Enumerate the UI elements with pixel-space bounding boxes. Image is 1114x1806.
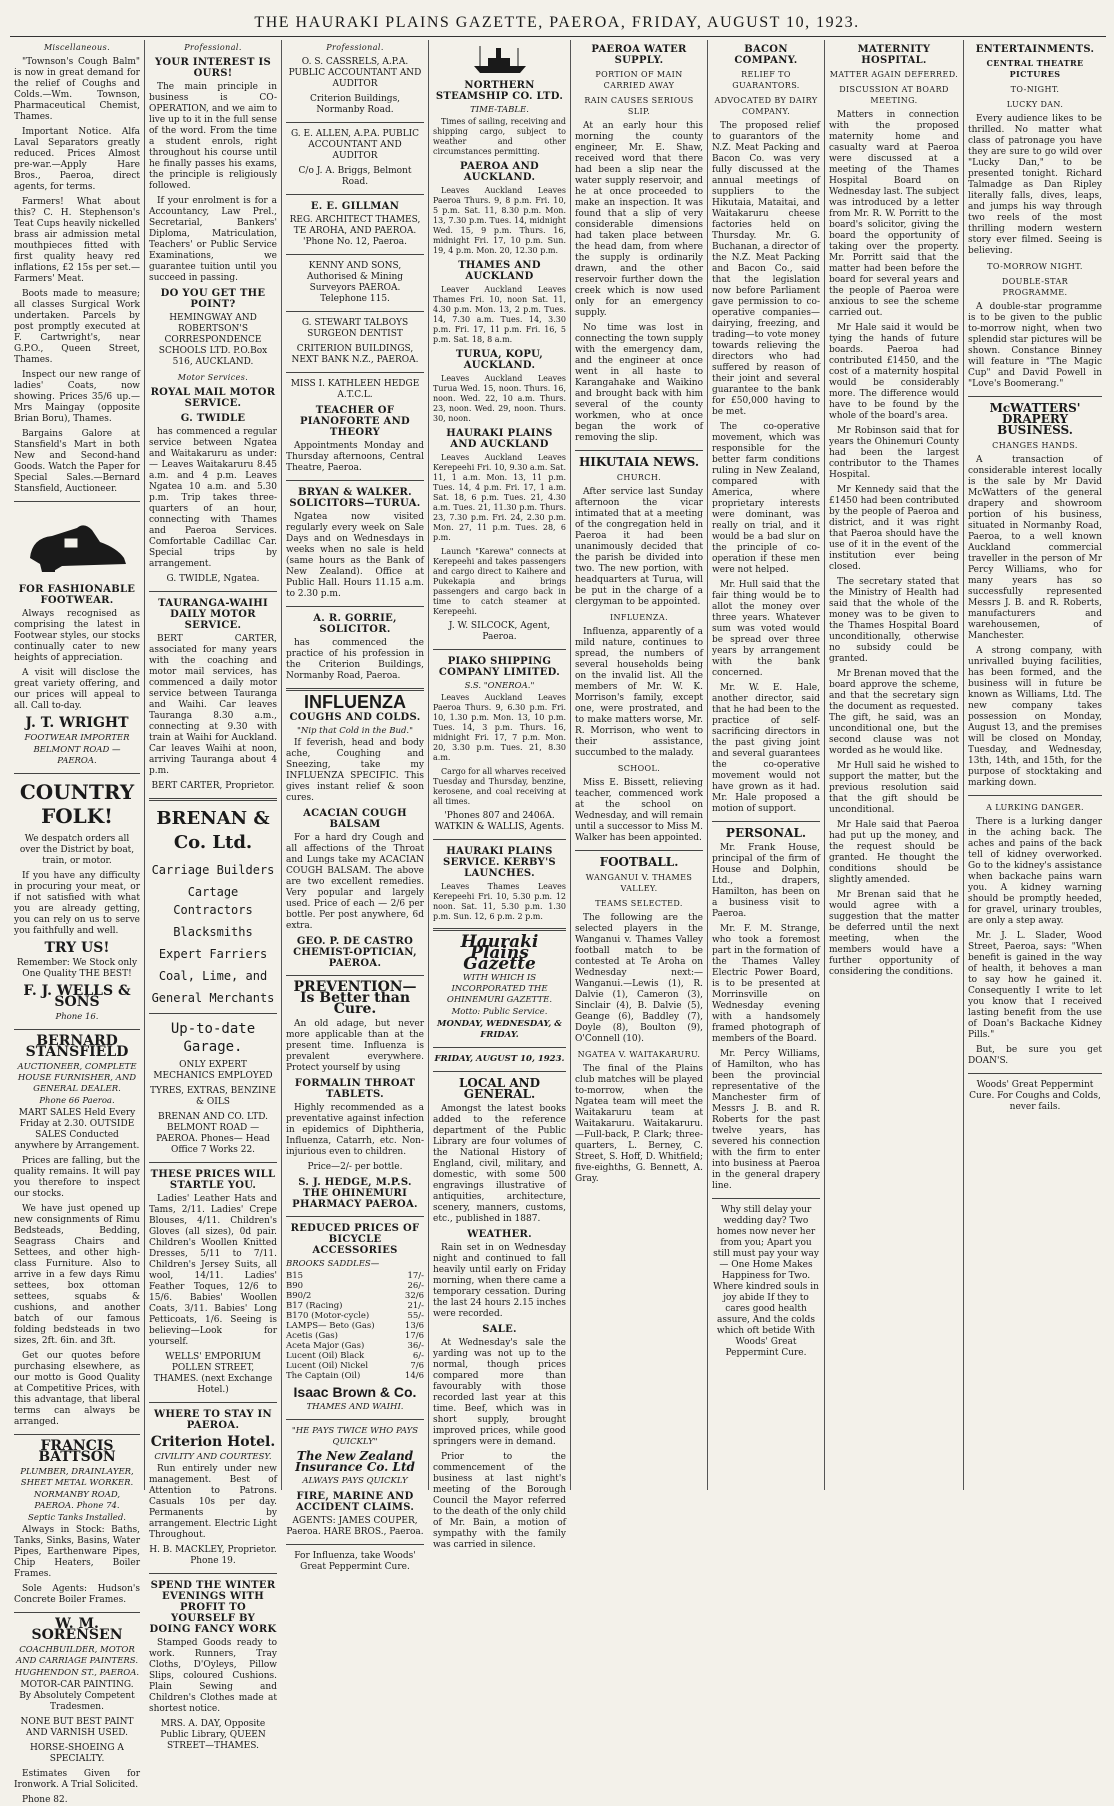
ad-footer: Woods' Great Peppermint Cure. For Coughs and Colds, never fails. [969,1080,1101,1112]
business-sub: THAMES AND WAIHI. [306,1402,404,1412]
article-body: Amongst the latest books added to the reference department of the Public Library are four volumes of the National History of England, civil, military, and domestic, with some 500 engravings illustrative of antiquities, architecture, scenery, manners, customs, etc., published in 1887. [433,1104,566,1224]
article-subheading: ADVOCATED BY DAIRY COMPANY. [714,96,818,116]
price-row [286,1361,424,1371]
section-heading: Professional. [184,43,242,52]
price-item: B90 [286,1281,304,1291]
ad-signature: H. B. MACKLEY, Proprietor. Phone 19. [149,1545,277,1566]
column-shipping-local [429,40,571,1550]
ad-body: Get our quotes before purchasing elsewhere, as our motto is Good Quality at Competitive Prices, with this advantage, that liberal terms can always be arranged. [14,1351,140,1427]
ad-body: Sole Agents: Hudson's Concrete Boiler Frames. [14,1584,140,1605]
ad-body: BRENAN AND CO. LTD. BELMONT ROAD — PAEROA. Phones— Head Office 7 Works 22. [156,1112,270,1155]
ad-body: If feverish, head and body ache, Coughing and Sneezing, take my INFLUENZA SPECIFIC. This gives instant relief & soon cures. [286,738,424,803]
price-value: 21/- [407,1301,424,1311]
article-subheading: SALE. [482,1324,517,1335]
route-heading: PAEROA AND AUCKLAND. [459,161,539,183]
article-headline: ENTERTAINMENTS. [975,44,1095,55]
price-value: 32/6 [404,1291,424,1301]
article-body: But, be sure you get DOAN'S. [968,1045,1102,1066]
divider [286,1216,424,1217]
brenan-line: Carriage Builders [151,863,275,877]
divider [575,850,703,851]
business-name: S. J. HEDGE, M.P.S. THE OHINEMURI PHARMACY PAEROA. [292,1177,418,1210]
ad-body: An old adage, but never more applicable than at the present time. Influenza is prevalent everywhere. Protect yourself by using [286,1019,424,1073]
ad-body: Criterion Buildings, Normanby Road. [309,94,401,115]
price-row [286,1321,424,1331]
price-item: LAMPS— Beto (Gas) [286,1321,375,1331]
ad-body: AGENTS: JAMES COUPER, Paeroa. HARE BROS., Paeroa. [286,1516,424,1537]
divider [14,773,140,774]
divider [286,480,424,481]
business-name: Criterion Hotel. [150,1434,276,1450]
article-body: At Wednesday's sale the yarding was not up to the normal, though prices compared more than favourably with those recorded last year at this time. Beef, which was in short supply, brought improved prices, while good springers were in demand. [433,1338,566,1447]
ad-heading: SPEND THE WINTER EVENINGS WITH PROFIT TO YOURSELF BY DOING FANCY WORK [149,1580,277,1635]
article-subheading: TO-NIGHT. [1010,85,1060,94]
price-item: Aceta Major (Gas) [286,1341,365,1351]
price-item: B17 (Racing) [286,1301,343,1311]
article-body: Influenza, apparently of a mild nature, continues to spread, the numbers of several households being on the invalid list. All the members of Mr. W. K. Morrison's family, except one, were prostrated, and to make matters worse, Mr. R. Morrison, who went to their assistance, succumbed to the malady. [575,627,703,758]
divider [149,1013,277,1014]
price-row [286,1331,424,1341]
route-times: Leaves Auckland Leaves Paeroa Thurs. 9, 6.30 p.m. Fri. 10, 1.30 p.m. Mon. 13, 10 p.m. Tues. 14, 3 p.m. Thurs. 16, midnight Fri. 17, 7 p.m. Mon. 20, 3.30 p.m. Tues. 21, 8.30 a.m. [433,693,566,762]
brenan-line: Cartage Contractors [173,885,253,917]
ad-heading: FORMALIN THROAT TABLETS. [294,1078,416,1100]
ad-signature: BERT CARTER, Proprietor. [151,781,275,791]
brenan-line: Blacksmiths [173,925,253,939]
timetable-heading: TIME-TABLE. [470,105,529,115]
ad-tagline: "HE PAYS TWICE WHO PAYS QUICKLY" [291,1426,419,1447]
ad-body: HEMINGWAY AND ROBERTSON'S CORRESPONDENCE SCHOOLS LTD. P.O.Box 516, AUCKLAND. [158,313,268,367]
article-body: Mr Brenan moved that the board approve the scheme, and that the secretary sign the document as requested. The gift, he said, was an unconditional one, but the second clause was not worded as he would like. [829,669,959,756]
ad-signature: J. W. SILCOCK, Agent, Paeroa. [448,621,551,642]
price-value: 26/- [407,1281,424,1291]
business-name: FRANCIS BATTSON [38,1438,116,1465]
route-times: Leaver Auckland Leaves Thames Fri. 10, noon Sat. 11, 4.30 p.m. Mon. 13, 2 p.m. Tues. 14, 7.30 a.m. Tues. 14, 3.30 p.m. Fri. 17, 11 p.m. Fri. 16, 5 p.m. Sat. 18, 8 a.m. [433,285,566,344]
masthead: THE HAURAKI PLAINS GAZETTE, PAEROA, FRIDAY, AUGUST 10, 1923. [254,14,860,31]
ad-tagline: "Nip that Cold in the Bud." [296,726,414,736]
ad-body: REG. ARCHITECT THAMES, TE AROHA, AND PAEROA. 'Phone No. 12, Paeroa. [289,215,421,247]
divider [149,1162,277,1163]
gazette-motto: Motto: Public Service. [451,1007,548,1017]
section-heading: LOCAL AND GENERAL. [458,1076,541,1101]
route-heading: TURUA, KOPU, AUCKLAND. [455,349,544,371]
business-name: G. TWIDLE [180,413,246,424]
divider [14,1029,140,1030]
timetable-note: Launch "Karewa" connects at Kerepeehi and takes passengers and cargo direct to Kaihere and Pukekapia and brings passengers and cargo back in time to catch steamer at Kerepeehi. [433,547,566,616]
price-item: B15 [286,1271,304,1281]
route-times: Leaves Thames Leaves Kerepeehi Fri. 10, 5.30 p.m. 12 noon. Sat. 11, 5.30 p.m. 1.30 p.m. Sun. 12, 6 p.m. 2 p.m. [433,882,566,921]
divider [14,501,140,502]
divider [433,1047,566,1048]
business-sub: CIVILITY AND COURTESY. [154,1452,272,1462]
article-body: A strong company, with unrivalled buying facilities, has been formed, and the business will in future be known as Williams, Ltd. The new company takes possession on Monday, August 13, and the premises will be closed on Monday, Tuesday, and Wednesday, 13th, 14th, and 15th, for the purpose of stocktaking and marking down. [968,646,1102,788]
column-professional-1 [145,40,282,1751]
section-heading: Miscellaneous. [43,43,111,52]
article-subheading: CENTRAL THEATRE PICTURES [986,58,1084,79]
ad-body: Run entirely under new management. Best of Attention to Patrons. Casuals 10s per day. Permanents by arrangement. Electric Light Throughout. [149,1464,277,1540]
article-headline: BACON COMPANY. [734,44,798,66]
article-subheading: TEAMS SELECTED. [595,899,683,908]
business-sub: AUCTIONEER, COMPLETE HOUSE FURNISHER, AND GENERAL DEALER. [17,1062,137,1094]
ad-body: Price—2/- per bottle. [307,1162,403,1172]
ad-body: BERT CARTER, associated for many years with the coaching and motor mail services, has commenced a daily motor service between Tauranga and Waihi. Car leaves Tauranga 8.30 a.m., connecting at 9.30 with train at Waihi for Auckland. Car leaves Waihi at noon, arriving Tauranga about 4 p.m. [149,634,277,776]
classified-ad: Important Notice. Alfa Laval Separators greatly reduced. Prices Almost pre-war.—Apply Hare Bros., Paeroa, direct agents, for terms. [14,127,140,192]
business-name: E. E. GILLMAN [310,201,400,212]
price-item: B170 (Motor-cycle) [286,1311,370,1321]
article-body: At an early hour this morning the county engineer, Mr. E. Shaw, received word that there had been a slip near the water supply reservoir, and he at once proceeded to make an inspection. It was found that a slip of very considerable dimensions had taken place between the head dam, from where the supply is ordinarily drawn, and the other reservoir further down the creek which is now used only for an emergency supply. [575,121,703,318]
divider [286,311,424,312]
divider [286,688,424,691]
article-body: Mr Hull said he wished to support the matter, but the previous resolution said that the gift should be unconditional. [829,761,959,815]
article-subheading: WEATHER. [467,1229,532,1240]
divider [968,795,1102,796]
classified-ad: Inspect our new range of ladies' Coats, now showing. Prices 35/6 up.—Mrs Maingay (opposite Brian Boru), Thames. [14,370,140,424]
article-subheading: CHANGES HANDS. [992,441,1078,450]
gazette-flag: Hauraki Plains Gazette [460,932,539,974]
article-body: Mr. Frank House, principal of the firm of House and Dolphin, Ltd., drapers, Hamilton, has been on a business visit to Paeroa. [712,843,820,919]
price-item: Lucent (Oil) Black [286,1351,365,1361]
dateline: FRIDAY, AUGUST 10, 1923. [434,1054,565,1064]
divider [286,254,424,255]
article-body: Mr. F. M. Strange, who took a foremost part in the formation of the Thames Valley Electric Power Board, is to be presented at Morrinsville on Wednesday evening with a handsomely framed photograph of members of the Board. [712,924,820,1044]
price-row [286,1371,424,1381]
ad-body: Prices are falling, but the quality remains. It will pay you therefore to inspect our stocks. [14,1156,140,1199]
divider [712,1198,820,1199]
business-name: F. J. WELLS & SONS [23,983,131,1010]
divider [286,122,424,123]
article-body: Matters in connection with the proposed maternity home and casualty ward at Paeroa were discussed at a meeting of the Thames Hospital Board on Wednesday last. The subject was introduced by a letter from Mr. R. W. Porritt to the board's solicitor, giving the board the opportunity of taking over the property. Mr. Porritt said that the matter had been before the board for several years and the people of Paeroa were anxious to see the scheme carried out. [829,110,959,318]
ad-heading: ACACIAN COUGH BALSAM [303,808,407,830]
brenan-line: Coal, Lime, and [158,969,268,983]
ad-body: has commenced the practice of his profession in the Criterion Buildings, Normanby Road, Paeroa. [286,638,424,681]
ad-heading: THESE PRICES WILL STARTLE YOU. [150,1169,276,1191]
ad-body: HORSE-SHOEING A SPECIALTY. [30,1743,124,1764]
ad-body: We despatch orders all over the District by boat, train, or motor. [19,834,135,866]
business-name: BERNARD STANSFIELD [25,1033,129,1060]
article-body: Mr Robinson said that for years the Ohinemuri County had been the largest contributor to the Thames Hospital. [829,426,959,480]
business-name: Isaac Brown & Co. [293,1384,417,1400]
business-name: HAURAKI PLAINS SERVICE. KERBY'S LAUNCHES. [443,846,556,879]
ad-headline: Up-to-date Garage. [170,1021,256,1055]
article-body: Mr Hale said it would be tying the hands of future boards. Paeroa had contributed £1450, and the cost of a maternity hospital would be considerably more. The difference would have to be found by the whole of the board's area. [829,323,959,421]
price-row [286,1281,424,1291]
route-times: Leaves Auckland Leaves Paeroa Thurs. 9, 8 p.m. Fri. 10, 5 p.m. Sat. 11, 8.30 p.m. Mon. 13, 7.30 p.m. Tues. 14, midnight Wed. 15, 9 p.m. Thurs. 16, midnight Fri. 17, 10 p.m. Sun. 19, 4 p.m. Mon. 20, 12.30 p.m. [433,186,566,255]
article-headline: MATERNITY HOSPITAL. [857,44,931,66]
article-body: Every audience likes to be thrilled. No matter what class of patronage you have they are sure to go wild over "Lucky Dan," to be presented tonight. Richard Talmadge as Dan Ripley literally falls, dives, leaps, and jumps his way through two reels of the most thrilling modern western story ever filmed. Seeing is believing. [968,114,1102,256]
ad-body: We have just opened up new consignments of Rimu Bedsteads, Bedding, Seagrass Chairs and Settees, and other high-class Furniture. Also to arrive in a few days Rimu settees, box ottoman settees, squabs & cushions, and another batch of our famous folding bedsteads in two sizes, 2ft. 6in. and 3ft. [14,1204,140,1346]
ad-body: Ladies' Leather Hats and Tams, 2/11. Ladies' Crepe Blouses, 4/11. Children's Gloves (all sizes), 0d pair. Children's Woollen Knitted Dresses, 5/11 to 7/11. Children's Jersey Suits, all wool, 14/11. Ladies' Feather Toques, 12/6 to 15/6. Babies' Woollen Coats, 3/11. Babies' Long Petticoats, 1/6. Seeing is believing—Look for yourself. [149,1194,277,1347]
price-item: Acetis (Gas) [286,1331,338,1341]
divider [149,1402,277,1403]
divider [14,1612,140,1613]
article-subheading: CHURCH. [616,473,662,482]
timetable-note: Cargo for all wharves received Tuesday and Thursday, benzine, kerosene, and coal receiving at all times. [433,767,566,806]
business-name: J. T. WRIGHT [25,715,129,731]
ad-heading: DO YOU GET THE POINT? [160,288,266,310]
route-times: Leaves Auckland Leaves Kerepeehi Fri. 10, 9.30 a.m. Sat. 11, 1 a.m. Mon. 13, 11 p.m. Tues. 14, 4 p.m. Fri. 17, 1 a.m. Sat. 18, 6 p.m. Tues. 21, 4.30 a.m. Tues. 21, 11.30 p.m. Thurs. 23, 7.30 p.m. Fri. 24, 2.30 p.m. Mon. 27, 11 p.m. Tues. 28, 6 p.m. [433,453,566,542]
ad-heading: FIRE, MARINE AND ACCIDENT CLAIMS. [295,1491,415,1513]
gazette-sub: WITH WHICH IS INCORPORATED THE OHINEMURI GAZETTE. [446,973,553,1005]
business-phone: Phone 66 Paeroa. [39,1096,115,1106]
price-item: B90/2 [286,1291,312,1301]
ad-body: A visit will disclose the great variety offering, and our prices will appeal to all. Call to-day. [14,668,140,711]
film-title: LUCKY DAN. [1006,100,1064,109]
article-headline: FOOTBALL. [599,855,679,869]
ad-body: CRITERION BUILDINGS, NEXT BANK N.Z., PAEROA. [291,344,419,365]
ad-footer: For Influenza, take Woods' Great Peppermint Cure. [294,1551,416,1572]
business-name: BRYAN & WALKER. SOLICITORS—TURUA. [289,487,421,509]
price-row [286,1271,424,1281]
ad-body: Always in Stock: Baths, Tanks, Sinks, Basins, Water Pipes, Earthenware Pipes, Chip Heaters, Boiler Frames. [14,1525,140,1579]
article-subheading: INFLUENZA. [609,613,669,622]
ad-heading: YOUR INTEREST IS OURS! [154,57,272,79]
column-professional-2 [282,40,429,1572]
ad-tagline: ALWAYS PAYS QUICKLY [302,1476,408,1486]
price-value: 17/6 [404,1331,424,1341]
divider [968,1073,1102,1074]
article-subheading: SCHOOL. [617,764,661,773]
article-body: Mr. Percy Williams, of Hamilton, who has been the provincial representative of the Manchester firm of Messrs J. B. and R. Roberts for the past twelve years, has severed his connection with the firm to enter into business at Paeroa in the general drapery line. [712,1049,820,1191]
classified-ad: Boots made to measure; all classes Surgical Work undertaken. Parcels by post promptly executed at F. Cartwright's, near G.P.O., Queen Street, Thames. [14,289,140,365]
article-body: There is a lurking danger in the aching back. The aches and pains of the back tell of kidney overworked. Go to the kidney's assistance when backache pains warn you. A kidney warning should be promptly heeded, for gravel, urinary troubles, are only a step away. [968,817,1102,926]
business-phone: Phone 16. [55,1012,99,1022]
price-value: 14/6 [404,1371,424,1381]
article-body: Prior to the commencement of the business at last night's meeting of the Borough Council the Mayor referred to the death of the only child of Mr. Bain, a motion of sympathy with the family was carried in silence. [433,1452,566,1550]
ad-heading: TEACHER OF PIANOFORTE AND THEORY [299,405,411,438]
ad-headline: INFLUENZA [304,692,406,712]
business-sub: PLUMBER, DRAINLAYER, SHEET METAL WORKER. [20,1467,134,1488]
ad-body: MOTOR-CAR PAINTING. By Absolutely Competent Tradesmen. [19,1680,135,1712]
route-heading: THAMES AND AUCKLAND [458,260,541,282]
route-heading: HAURAKI PLAINS AND AUCKLAND [446,428,553,450]
classified-ad: Farmers! What about this? C. H. Stephenson's Teat Cups heavily nickelled brass air admission metal mouthpieces fitted with first quality heavy red inflations, £2 15s per set.—Farmers' Meat. [14,197,140,284]
classified-ad: "Townson's Cough Balm" is now in great demand for the relief of Coughs and Colds.—Wm. Townson, Pharmaceutical Chemist, Thames. [14,57,140,122]
price-value: 13/6 [404,1321,424,1331]
ad-body: O. S. CASSRELS, A.P.A. PUBLIC ACCOUNTANT AND AUDITOR [288,57,422,89]
business-name: A. R. GORRIE, SOLICITOR. [313,613,397,635]
business-name: BRENAN & Co. Ltd. [156,808,270,853]
article-body: Mr Hale said that Paeroa had put up the money, and the request should be granted. He thought the conditions should be slightly amended. [829,820,959,885]
ad-signature: MRS. A. DAY, Opposite Public Library, QUEEN STREET—THAMES. [160,1719,266,1751]
divider [712,821,820,822]
divider [286,606,424,607]
section-heading: Motor Services. [177,373,249,382]
gazette-days: MONDAY, WEDNESDAY, & FRIDAY. [437,1019,562,1040]
ad-body: The main principle in business is CO-OPERATION, and we aim to live up to it in the full sense of the word. From the time a student enrols, right throughout his course until he finally passes his exams, the principle is religiously followed. [149,82,277,191]
brenan-line: General Merchants [151,991,275,1005]
business-address: HUGHENDON ST., PAEROA. [14,1668,140,1678]
article-body: A double-star programme is to be given to the public to-morrow night, when two splendid star pictures will be shown. Constance Binney will feature in "The Magic Cup" and David Powell in "Love's Boomerang." [968,302,1102,389]
route-times: Leaves Auckland Leaves Turua Wed. 15, noon. Thurs. 16, noon. Wed. 22, 10 a.m. Thurs. 23, noon. Wed. 29, noon. Thurs. 30, noon. [433,374,566,423]
divider [286,1544,424,1545]
price-value: 36/- [407,1341,424,1351]
business-address: BELMONT ROAD — PAEROA. [33,745,121,766]
ad-body: G. E. ALLEN, A.P.A. PUBLIC ACCOUNTANT AND AUDITOR [290,129,420,161]
business-sub: COACHBUILDER, MOTOR AND CARRIAGE PAINTERS. [15,1645,139,1666]
article-body: A transaction of considerable interest locally is the sale by Mr David McWatters of the general drapery and showroom portion of his business, situated in Normanby Road, Paeroa, to a well known Auckland commercial traveller in the person of Mr Percy Williams, who for many years has so successfully represented Messrs J. B. and R. Roberts, manufacturers and warehousemen, of Manchester. [968,455,1102,641]
price-value: 7/6 [410,1361,424,1371]
insurance-brand: The New Zealand Insurance Co. Ltd [295,1449,415,1474]
business-name: W. M. SORENSEN [31,1616,123,1643]
brenan-line: Expert Farriers [158,947,268,961]
ad-body: Estimates Given for Ironwork. A Trial Solicited. [14,1769,140,1790]
ad-signature: G. TWIDLE, Ngatea. [166,574,260,584]
ad-body: Stamped Goods ready to work. Runners, Tray Cloths, D'Oyleys, Pillow Slips, coloured Cushions. Plain Sewing and Children's Clothes made at shortest notice. [149,1638,277,1714]
business-name: GEO. P. DE CASTRO CHEMIST-OPTICIAN, PAEROA. [293,936,417,969]
ad-body: KENNY AND SONS, Authorised & Mining Surveyors PAEROA. Telephone 115. [306,261,404,304]
divider [433,928,566,931]
article-body: Mr. J. L. Slader, Wood Street, Paeroa, says: "When benefit is gained in the way of health, it behoves a man to say how he gained it. Consequently I write to let you know that I received lasting benefit from the use of Doan's Backache Kidney Pills." [968,931,1102,1040]
article-body: The secretary stated that the Ministry of Health had said that the whole of the money was to be given to the Thames Hospital Board unconditionally, otherwise no subsidy could be granted. [829,577,959,664]
article-body: The proposed relief to guarantors of the N.Z. Meat Packing and Bacon Co. was very fully discussed at the annual meetings of suppliers to the Hikutaia, Mataitai, and Waitakaruru cheese factories held on Thursday. Mr. G. Buchanan, a director of the N.Z. Meat Packing and Bacon Co., said that the legislation now before Parliament gave permission to co-operative companies—dairying, freezing, and trading—to vote money towards relieving the directors who had suffered by reason of their joint and several guarantee to the bank for £50,000 having to be met. [712,121,820,417]
verse-ad: Why still delay your wedding day? Two homes now never her from you; Apart you still must pay your way— One Home Makes Happiness for Two. Where kindred souls in joy abide If they to cares good health assure, And the colds which oft betide With Woods' Great Peppermint Cure. [713,1205,819,1358]
ad-body: Ngatea now visited regularly every week on Sale Days and on Wednesdays in weeks when no sale is held (same hours as the Bank of New Zealand). Office at Public Hall. Hours 11.15 a.m. to 2.30 p.m. [286,512,424,599]
price-row [286,1301,424,1311]
article-subheading: TO-MORROW NIGHT. [987,262,1083,271]
ad-headline: PREVENTION— Is Better than Cure. [293,979,417,1017]
price-subheading: BROOKS SADDLES— [286,1259,380,1269]
ad-body: TYRES, EXTRAS, BENZINE & OILS [150,1086,276,1107]
article-body: The following are the selected players in the Wanganui v. Thames Valley football match to be contested at Te Aroha on Wednesday next:— Wanganui.—Lewis (1), R. Dalvie (1), Cameron (3), Sinclair (4), B. Dalvie (5), Geange (6), Baddley (7), Doyle (8), Boulton (9), O'Connell (10). [575,913,703,1044]
column-water-hikutaia [571,40,708,1490]
article-body: Mr Kennedy said that the £1450 had been contributed by the people of Paeroa and district, and it was right that Paeroa should have the use of it in the event of the institution ever being closed. [829,485,959,572]
ad-signature: 'Phones 807 and 2406A. WATKIN & WALLIS, Agents. [434,811,565,832]
ad-heading: TAURANGA-WAIHI DAILY MOTOR SERVICE. [158,598,268,631]
price-row [286,1351,424,1361]
divider [286,194,424,195]
article-body: Mr Brenan said that he would agree with a suggestion that the matter be deferred until the next meeting, when the members would have a further opportunity of considering the conditions. [829,890,959,977]
divider [433,649,566,650]
article-headline: PERSONAL. [725,826,807,840]
divider [149,591,277,592]
price-value: 55/- [407,1311,424,1321]
price-row [286,1311,424,1321]
timetable-note: Times of sailing, receiving and shipping cargo, subject to weather and other circumstances permitting. [433,117,566,156]
business-address: NORMANBY ROAD, PAEROA. Phone 74. [33,1490,121,1511]
ad-line: Septic Tanks Installed. [28,1513,126,1523]
column-maternity [825,40,964,1490]
business-name: NORTHERN STEAMSHIP CO. LTD. [435,80,564,102]
ad-body: Phone 82. [22,1795,68,1805]
article-headline: McWATTERS' DRAPERY BUSINESS. [989,401,1081,437]
divider [14,1434,140,1435]
ad-body: Appointments Monday and Thursday afternoons, Central Theatre, Paeroa. [286,441,424,473]
ad-body: ONLY EXPERT MECHANICS EMPLOYED [153,1060,273,1081]
article-subheading: MATTER AGAIN DEFERRED. [829,70,959,79]
ad-heading: FOR FASHIONABLE FOOTWEAR. [18,584,136,606]
business-name: PIAKO SHIPPING COMPANY LIMITED. [438,656,561,678]
column-miscellaneous [10,40,145,1805]
ship-name: S.S. "ONEROA." [464,681,535,691]
divider [286,372,424,373]
article-body: Mr. W. E. Hale, another director, said that he had been to the practice of self-sacrificing directors in the past giving joint and several guarantees the co-operative movement would not have grown as it had. Mr. Hale proposed a motion of support. [712,683,820,814]
divider [149,1573,277,1574]
divider [433,839,566,840]
ad-body: has commenced a regular service between Ngatea and Waitakaruru as under:— Leaves Waitakaruru 8.45 a.m. and 4 p.m. Leaves Ngatea 10 a.m. and 5.30 p.m. Trip takes three-quarters of an hour, connecting with Thames and Paeroa Services. Comfortable Cadillac Car. Special trips by arrangement. [149,427,277,569]
column-bacon-personal [708,40,825,1490]
section-heading: Professional. [326,43,384,52]
article-subheading: NGATEA V. WAITAKARURU. [577,1050,701,1059]
masthead-rule [10,36,1106,37]
price-row [286,1341,424,1351]
ad-body: C/o J. A. Briggs, Belmont Road. [298,166,412,187]
ad-body: WELLS' EMPORIUM POLLEN STREET, THAMES. (next Exchange Hotel.) [153,1352,273,1395]
ad-body: MART SALES Held Every Friday at 2.30. OUTSIDE SALES Conducted anywhere by Arrangement. [14,1108,140,1151]
price-item: Lucent (Oil) Nickel [286,1361,369,1371]
ad-heading: COUGHS AND COLDS. [289,712,421,723]
business-sub: FOOTWEAR IMPORTER [24,733,130,743]
price-item: The Captain (Oil) [286,1371,361,1381]
ad-heading: WHERE TO STAY IN PAEROA. [154,1409,272,1431]
article-subheading: DISCUSSION AT BOARD MEETING. [839,85,949,105]
ad-body: G. STEWART TALBOYS SURGEON DENTIST [301,318,409,339]
ad-slogan: TRY US! [44,940,110,956]
ad-body: For a hard dry Cough and all affections of the Throat and Lungs take my ACACIAN COUGH BALSAM. The above are two excellent remedies. Very popular and largely used. Price of each — 2/6 per bottle. Per post anywhere, 6d extra. [286,833,424,931]
ad-body: MISS I. KATHLEEN HEDGE A.T.C.L. [290,379,420,400]
article-subheading: RAIN CAUSES SERIOUS SLIP. [584,96,694,116]
article-subheading: RELIEF TO GUARANTORS. [732,70,800,90]
ad-body: Highly recommended as a preventative against infection in epidemics of Diphtheria, Influenza, Catarrh, etc. Non-injurious even to children. [286,1103,424,1157]
article-body: The final of the Plains club matches will be played to-morrow, when the Ngatea team will meet the Waitakaruru team at Waitakaruru. Waitakaruru.—Full-back, P. Clark; three-quarters, L. Berney, C. Street, S. Hoff, D. Whitfield; five-eighths, G. Bennett, A. Gray. [575,1064,703,1184]
price-value: 6/- [412,1351,424,1361]
article-body: Miss E. Bissett, relieving teacher, commenced work at the school on Wednesday, and will remain until a successor to Miss M. Walker has been appointed. [575,778,703,843]
classified-ad: Bargains Galore at Stansfield's Mart in both New and Second-hand Goods. Watch the Paper for Special Sales.—Bernard Stansfield, Auctioneer. [14,429,140,494]
ad-heading: REDUCED PRICES OF BICYCLE ACCESSORIES [290,1223,420,1256]
column-entertainments [964,40,1106,1490]
article-subheading: PORTION OF MAIN CARRIED AWAY [595,70,683,90]
article-headline: HIKUTAIA NEWS. [578,455,700,469]
article-subheading: DOUBLE-STAR PROGRAMME. [1001,277,1069,297]
price-value: 17/- [407,1271,424,1281]
article-body: No time was lost in connecting the town supply with the emergency dam, and the engineer at once went in all haste to Karangahake and Waikino and brought back with him several of the county workmen, who at once began the work of removing the slip. [575,323,703,443]
article-body: Rain set in on Wednesday night and continued to fall heavily until early on Friday morning, when there came a temporary cessation. During the last 24 hours 2.15 inches were recorded. [433,1243,566,1319]
divider [286,975,424,976]
divider [968,396,1102,397]
ad-body: Remember: We Stock only One Quality THE BEST! [16,958,138,979]
ad-body: If your enrolment is for a Accountancy, Law Prel., Secretarial, Bankers' Diploma, Matriculation, Teachers' or Public Service Examinations, we guarantee tuition until you succeed in passing. [149,196,277,283]
price-row [286,1291,424,1301]
ad-heading: ROYAL MAIL MOTOR SERVICE. [150,387,276,409]
article-headline: A LURKING DANGER. [986,803,1084,812]
divider [433,1071,566,1072]
steamship-icon [470,42,530,76]
columns [10,40,1106,1805]
ad-body: Always recognised as comprising the latest in Footwear styles, our stocks continually cater to new heights of appreciation. [14,609,140,663]
divider [286,1419,424,1420]
divider [575,450,703,451]
divider [149,798,277,801]
ad-body: If you have any difficulty in procuring your meat, or if not satisfied with what you are already getting, you can rely on us to serve you faithfully and well. [14,871,140,936]
shoe-illustration-icon [22,508,132,578]
article-body: The co-operative movement, which was responsible for the better farm conditions ruling in New Zealand, compared with America, where proprietary interests were dominant, was really on trial, and it would be a bad slur on the principle of co-operation if these men were not helped. [712,422,820,575]
article-headline: PAEROA WATER SUPPLY. [591,44,687,66]
ad-body: NONE BUT BEST PAINT AND VARNISH USED. [20,1717,134,1738]
article-body: Mr. Hull said that the fair thing would be to allot the money over three years. Whatever sum was voted would be spread over three years by arrangement with the bank concerned. [712,580,820,678]
ad-headline: COUNTRY FOLK! [19,780,135,828]
article-subheading: WANGANUI V. THAMES VALLEY. [585,873,693,893]
article-body: After service last Sunday afternoon the vicar intimated that at a meeting of the congregation held in Paeroa it had been unanimously decided that the parish be divided into two. The new portion, with headquarters at Turua, will be put in the charge of a clergyman to be appointed. [575,487,703,607]
